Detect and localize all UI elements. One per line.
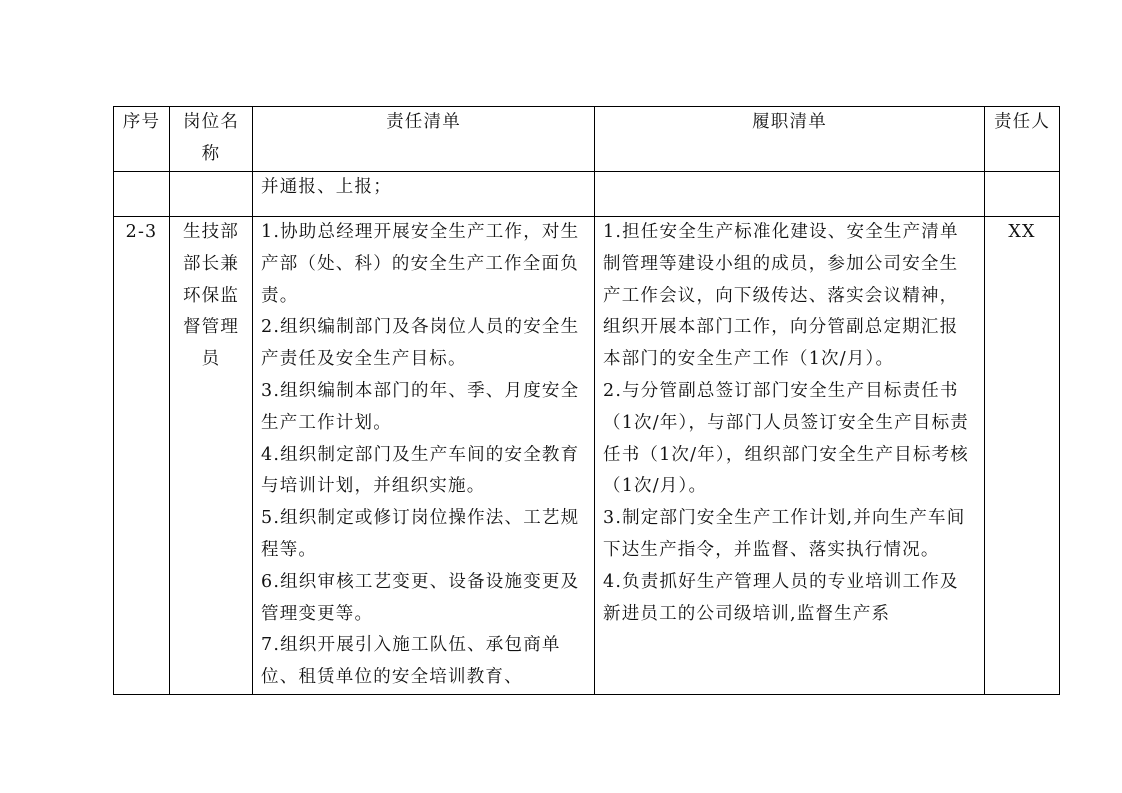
header-person: 责任人 [985,107,1060,172]
row-person: XX [985,217,1060,695]
continued-responsibility-cell: 并通报、上报； [253,172,595,217]
row-performance [595,217,985,695]
list-item: 5.组织制定或修订岗位操作法、工艺规程等。 [261,508,580,560]
responsibility-table [113,106,1060,695]
header-position: 岗位名称 [170,107,253,172]
continued-row [114,172,1060,217]
table-row [114,217,1060,695]
continued-performance-cell [595,172,985,217]
list-item: 7.组织开展引入施工队伍、承包商单位、租赁单位的安全培训教育、 [261,635,561,688]
list-item: 2.与分管副总签订部门安全生产目标责任书（1次/年），与部门人员签订安全生产目标责任书（1次/年），组织部门安全生产目标考核（1次/月）。 [603,380,969,497]
list-item: 1.担任安全生产标准化建设、安全生产清单制管理等建设小组的成员，参加公司安全生产工作会议，向下级传达、落实会议精神，组织开展本部门工作，向分管副总定期汇报本部门的安全生产工作（1次/月）。 [603,222,959,370]
header-seq: 序号 [114,107,170,172]
list-item: 4.组织制定部门及生产车间的安全教育与培训计划，并组织实施。 [261,444,580,497]
list-item: 1.协助总经理开展安全生产工作，对生产部（处、科）的安全生产工作全面负责。 [261,222,580,306]
list-item: 3.组织编制本部门的年、季、月度安全生产工作计划。 [261,380,580,433]
list-item: 6.组织审核工艺变更、设备设施变更及管理变更等。 [261,571,580,624]
row-responsibility [253,217,595,695]
header-row [114,107,1060,172]
list-item: 4.负责抓好生产管理人员的专业培训工作及新进员工的公司级培训,监督生产系 [603,571,959,624]
row-position: 生技部部长兼环保监督管理员 [170,217,253,695]
continued-seq-cell [114,172,170,217]
list-item: 2.组织编制部门及各岗位人员的安全生产责任及安全生产目标。 [261,317,580,370]
continued-position-cell [170,172,253,217]
header-responsibility: 责任清单 [253,107,595,172]
header-performance: 履职清单 [595,107,985,172]
continued-person-cell [985,172,1060,217]
list-item: 3.制定部门安全生产工作计划,并向生产车间下达生产指令，并监督、落实执行情况。 [603,508,966,560]
row-seq: 2-3 [114,217,170,695]
